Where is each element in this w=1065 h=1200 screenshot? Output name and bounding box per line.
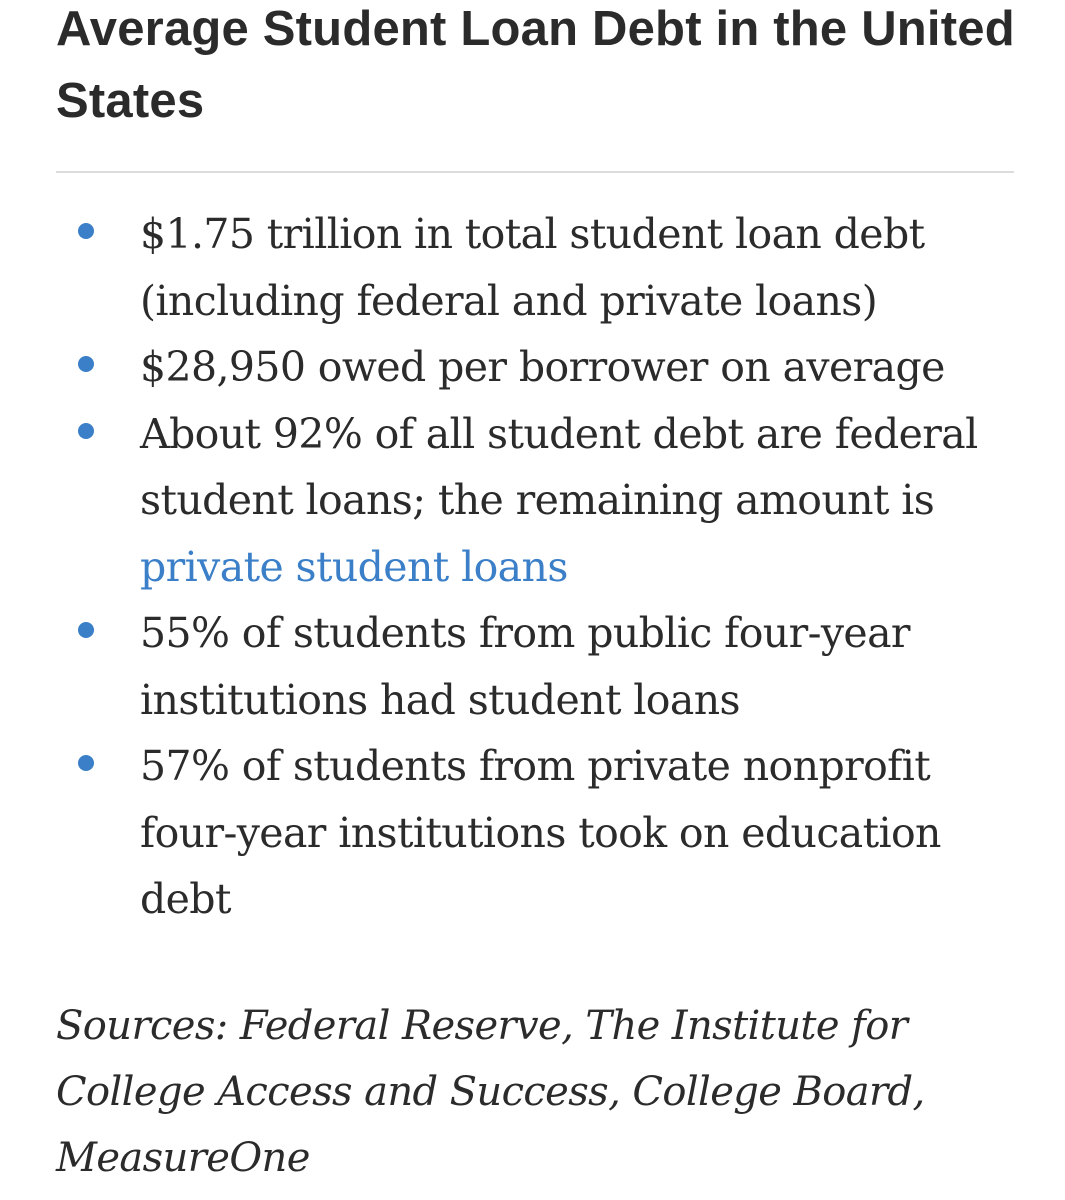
private-student-loans-link[interactable]: private student loans <box>140 542 568 591</box>
fact-text: $28,950 owed per borrower on average <box>140 343 945 391</box>
list-item <box>56 201 1016 334</box>
sources-note: Sources: Federal Reserve, The Institute for College Access and Success, College Board, MeasureOne <box>56 1002 925 1181</box>
fact-text: About 92% of all student debt are federal student loans; the remaining amount is <box>140 409 978 524</box>
facts-list <box>56 201 1016 933</box>
page-title: Average Student Loan Debt in the United States <box>56 2 1015 128</box>
bullet-dot-icon <box>78 755 94 771</box>
list-item <box>56 334 1016 401</box>
divider <box>56 171 1014 173</box>
article <box>56 0 1016 1191</box>
fact-text: 57% of students from private nonprofit four-year institutions took on education debt <box>140 742 941 923</box>
list-item <box>56 733 1016 933</box>
fact-text: 55% of students from public four-year institutions had student loans <box>140 609 910 724</box>
bullet-dot-icon <box>78 423 94 439</box>
list-item <box>56 600 1016 733</box>
list-item <box>56 401 1016 601</box>
fact-text: $1.75 trillion in total student loan debt (including federal and private loans) <box>140 210 925 325</box>
bullet-dot-icon <box>78 223 94 239</box>
bullet-dot-icon <box>78 622 94 638</box>
bullet-dot-icon <box>78 356 94 372</box>
